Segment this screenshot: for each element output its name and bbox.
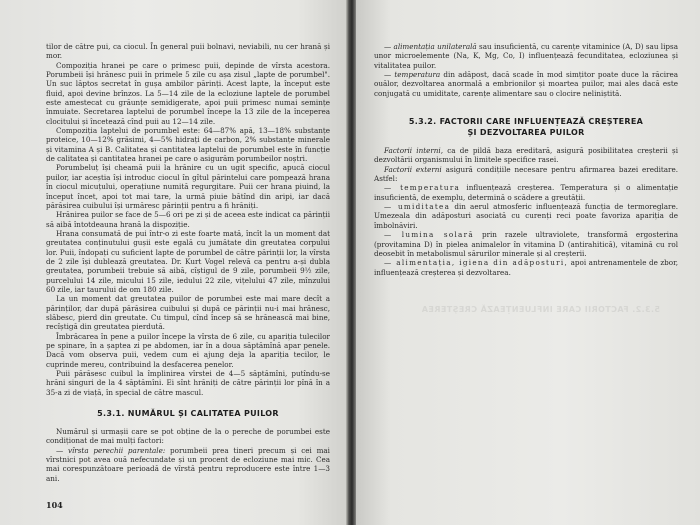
list-item-text: sau insuficientă, cu carențe vitaminice (A, D) sau lipsa unor microelemente (Na, K, Mg, Co, I) influențează fecunditatea, ecloziunea și vitalitatea puilor. — [374, 42, 678, 70]
paragraph: Compoziția laptelui de porumbel este: 64—87% apă, 13—18% substanțe proteice, 10—12% grăsimi, 4—5% hidrați de carbon, 2% substanțe minerale și vitamina A și B. Calitatea și cantitatea laptelui de porumbel este în funcție de calitatea și cantitatea hranei pe care o asigurăm porumbeilor noștri. — [46, 126, 330, 164]
list-item — [374, 70, 678, 98]
term-lead: Factorii externi — [384, 164, 442, 174]
factor-item — [374, 183, 678, 202]
section-heading: 5.3.1. NUMĂRUL ȘI CALITATEA PUILOR — [97, 409, 279, 419]
paragraph-text: ca de pildă baza ereditară, asigură posibilitatea creșterii și dezvoltării organismului în limitele specifice rasei. — [374, 146, 678, 165]
paragraph: tilor de către pui, ca ciocul. În general puii bolnavi, neviabili, nu cer hrană și mor. — [46, 42, 330, 61]
term-lead: Factorii interni, — [384, 146, 443, 156]
factor-text: prin razele ultraviolete, transformă ergosterina (provitamina D) în pielea animalelor în vitamina D (antirahitică), vitamină cu rol deosebit în metabolismul sărurilor minerale și al creșterii. — [374, 230, 678, 258]
list-item-text: din adăpost, dacă scade în mod simțitor poate duce la răcirea ouălor, dezvoltarea anormală a embrionilor și moartea puilor, mai ales dacă este conjugată cu umiditate, carențe alimentare sau o clocire neliniștită. — [374, 70, 678, 98]
paragraph: La un moment dat greutatea puilor de porumbei este mai mare decît a părinților, dar după părăsirea cuibului și după ce părinții nu-i mai hrănesc, slăbesc, pierd din greutate. Cu timpul, cînd încep să se hrănească mai bine, recîștigă din greutatea pierdută. — [46, 294, 330, 332]
list-item-text: porumbeii prea tineri precum și cei mai vîrstnici pot avea ouă nefecundate și un procent de ecloziune mai mic. Cea mai corespunzătoare perioadă de vîrstă pentru reproducere este între 1—3 ani. — [46, 445, 330, 483]
paragraph: Numărul și urmașii care se pot obține de la o pereche de porumbei este condiționat de mai mulți factori: — [46, 427, 330, 446]
paragraph: Îmbrăcarea în pene a puilor începe la vîrsta de 6 zile, cu apariția tulecilor pe spinare, în a șaptea zi pe abdomen, iar în a doua săptămînă apar penele. Dacă vom observa puii, vedem cum ei ajung deja la apariția tecilor, le cuprinde mereu, contribuind la desfacerea penelor. — [46, 331, 330, 369]
section-heading-line1: 5.3.2. FACTORII CARE INFLUENȚEAZĂ CREȘTEREA — [408, 117, 644, 127]
factor-text: din aerul atmosferic influențează funcția de termoreglare. Umezeala din adăposturi asociată cu curenți reci poate favoriza apariția de îmbolnăviri. — [374, 202, 678, 230]
list-item-lead: — alimentația unilaterală — [384, 42, 477, 51]
factor-text: influențează creșterea. Temperatura și o alimentație insuficientă, de exemplu, determină o scădere a greutății. — [374, 183, 678, 202]
paragraph: Hrănirea puilor se face de 5—6 ori pe zi și de aceea este indicat ca părinții să aibă întotdeauna hrană la dispoziție. — [46, 210, 330, 229]
factor-lead: — umiditatea — [384, 202, 451, 212]
list-item-lead: — temperatura — [384, 70, 441, 80]
factor-lead: — temperatura — [384, 183, 461, 193]
factor-item — [374, 258, 678, 277]
paragraph: Puii părăsesc cuibul la împlinirea vîrstei de 4—5 săptămîni, putîndu-se hrăni singuri de la 4 săptămîni. Ei sînt hrăniți de către părinții lor pînă în a 35-a zi de viață, în special de către mascul. — [46, 369, 330, 397]
paragraph — [374, 165, 678, 184]
bleed-through-heading: 5.3.2. FACTORII CARE INFLUENȚEAZĂ CREȘTEREA — [421, 305, 660, 314]
paragraph: Compoziția hranei pe care o primesc puii, depinde de vîrsta acestora. Porumbeii își hrănesc puii în primele 5 zile cu așa zisul „lapte de porumbel". Un suc lăptos secretat în gușa ambilor părinți. Acest lapte, la început este fluid, apoi devine brînzos. La 5—14 zile de la ecloziune laptele de porumbel este amestecat cu grăunțe semidigerate, apoi puii primesc numai semințe înmuiate. Secretarea laptelui de porumbel începe la 13 zile de la începerea clocitului și încetează cînd puii au 12—14 zile. — [46, 60, 330, 126]
paragraph — [374, 146, 678, 165]
paragraph-text: asigură condițiile necesare pentru afirmarea bazei ereditare. Astfel: — [374, 164, 679, 184]
paragraph: Porumbeluț își cheamă puii la hrănire cu un ugit specific, apucă ciocul puilor, iar aceștia își introduc ciocul în gîtul părintelui care pompează hrana în ciocul micuțului, operațiune numită regurgitare. Puii cer hrana piuind, la început încet, apoi tot mai tare, la urmă piuie bătînd din aripi, iar dacă părăsirea cuibului își urmăresc părinții pentru a fi hrăniți. — [46, 163, 330, 210]
page-number: 104 — [46, 500, 63, 510]
paragraph: Hrana consumată de pui într-o zi este foarte mată, încît la un moment dat greutatea conținutului gușii este egală cu jumătate din greutatea corpului lor. Puii, îndopați cu suficient lapte de porumbel de către părinții lor, la vîrsta de 2 zile își dublează greutatea. Dr. Kurt Vogel relevă ca pentru a-și dubla greutatea, porumbeii trebuie să aibă, cîștigul de 9 zile, porumbeii 9½ zile, purcelului 14 zile, micului 15 zile, iedului 22 zile, vițelului 47 zile, mînzului 60 zile, iar taurului de om 180 zile. — [46, 228, 330, 294]
factor-text: apoi antrenamentele de zbor, influențează creșterea și dezvoltarea. — [374, 258, 678, 277]
right-page — [356, 0, 700, 525]
list-item — [46, 446, 330, 483]
factor-lead: — lumina solară — [384, 230, 474, 240]
section-heading-line2: ȘI DEZVOLTAREA PUILOR — [467, 128, 585, 138]
factor-item — [374, 230, 678, 258]
list-item-lead: — vîrsta perechii parentale: — [56, 445, 166, 455]
factor-lead: — alimentația, igiena din adăposturi, — [384, 258, 569, 268]
left-body — [46, 42, 330, 483]
section-heading — [374, 116, 678, 138]
factor-item — [374, 202, 678, 230]
list-item — [374, 42, 678, 70]
